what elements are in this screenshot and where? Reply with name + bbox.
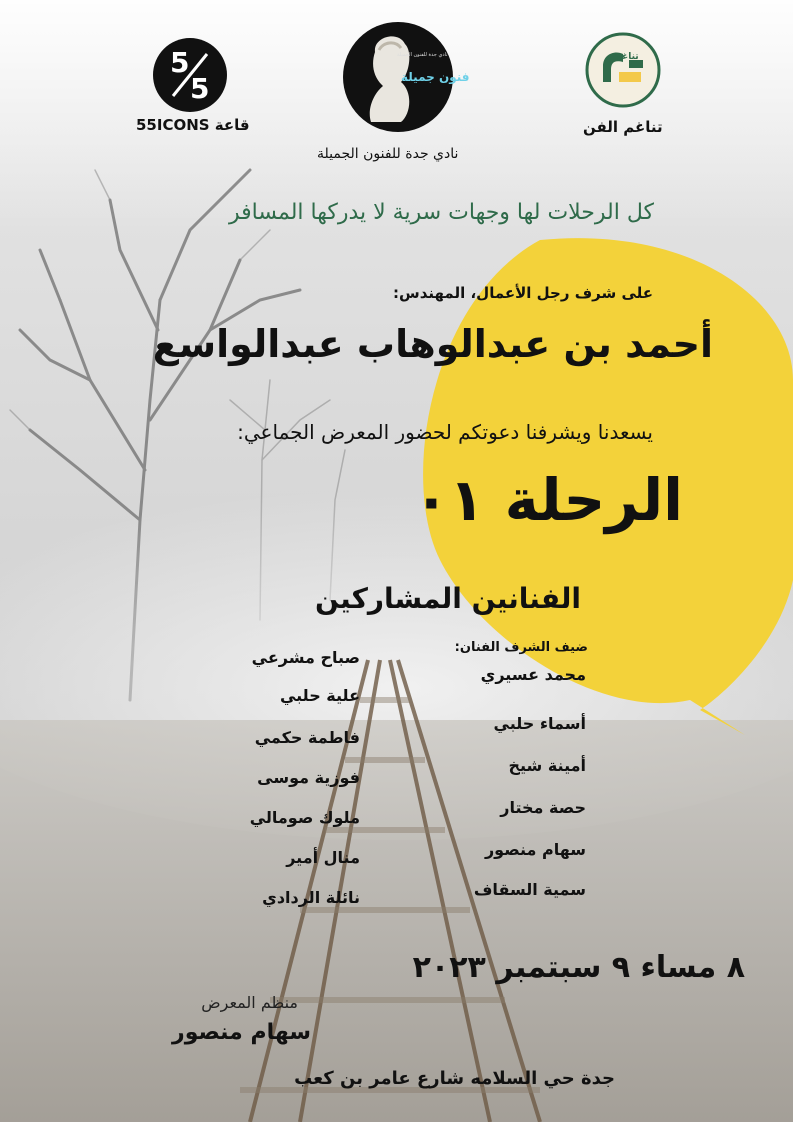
list-item: أمينة شيخ <box>508 756 586 775</box>
list-item: نائلة الردادي <box>262 888 360 907</box>
list-item: صباح مشرعي <box>251 648 360 667</box>
list-item: محمد عسيري <box>480 665 586 684</box>
club-logo-inner-text: فنون جميلة <box>401 70 470 84</box>
logo-caption-jeddah-arts-club: نادي جدة للفنون الجميلة <box>317 146 459 162</box>
logo-tanagum-alfan <box>575 32 675 142</box>
list-item: سهام منصور <box>484 840 586 859</box>
badge-digit-bottom: 5 <box>190 72 210 105</box>
patron-label: على شرف رجل الأعمال، المهندس: <box>393 284 653 302</box>
event-date: ٨ مساء ٩ سبتمبر ٢٠٢٣ <box>412 950 745 985</box>
list-item: علية حلبي <box>279 686 360 705</box>
list-item: ملوك صومالي <box>249 808 360 827</box>
logo-55icons <box>136 38 250 138</box>
list-item: سمية السقاف <box>473 880 586 899</box>
address: جدة حي السلامه شارع عامر بن كعب <box>294 1068 615 1089</box>
tanagum-logo-icon <box>585 32 661 108</box>
logo-caption-tanagum-alfan: تناغم الفن <box>583 118 663 136</box>
exhibition-title: الرحلة ٠١ <box>413 466 683 534</box>
tanagum-logo-inner-text: تناغم <box>615 52 639 62</box>
guest-of-honor-label: ضيف الشرف الفنان: <box>454 640 588 655</box>
organizer-name: سهام منصور <box>172 1020 311 1045</box>
artists-heading: الفنانين المشاركين <box>314 582 581 615</box>
patron-name: أحمد بن عبدالوهاب عبدالواسع <box>152 322 713 366</box>
list-item: منال أمير <box>286 848 360 867</box>
logo-jeddah-arts-club <box>305 22 495 172</box>
tagline: كل الرحلات لها وجهات سرية لا يدركها المسافر <box>229 200 654 225</box>
organizer-label: منظم المعرض <box>201 993 298 1012</box>
list-item: أسماء حلبي <box>493 714 586 733</box>
club-logo-small-text: نادي جدة للفنون الجميلة <box>397 52 448 58</box>
list-item: فوزية موسى <box>257 768 360 787</box>
invitation-text: يسعدنا ويشرفنا دعوتكم لحضور المعرض الجماعي: <box>237 420 653 444</box>
list-item: حصة مختار <box>500 798 586 817</box>
list-item: فاطمة حكمي <box>254 728 360 747</box>
badge-digit-top: 5 <box>170 46 190 79</box>
logo-caption-55icons: قاعة 55ICONS <box>136 116 250 134</box>
